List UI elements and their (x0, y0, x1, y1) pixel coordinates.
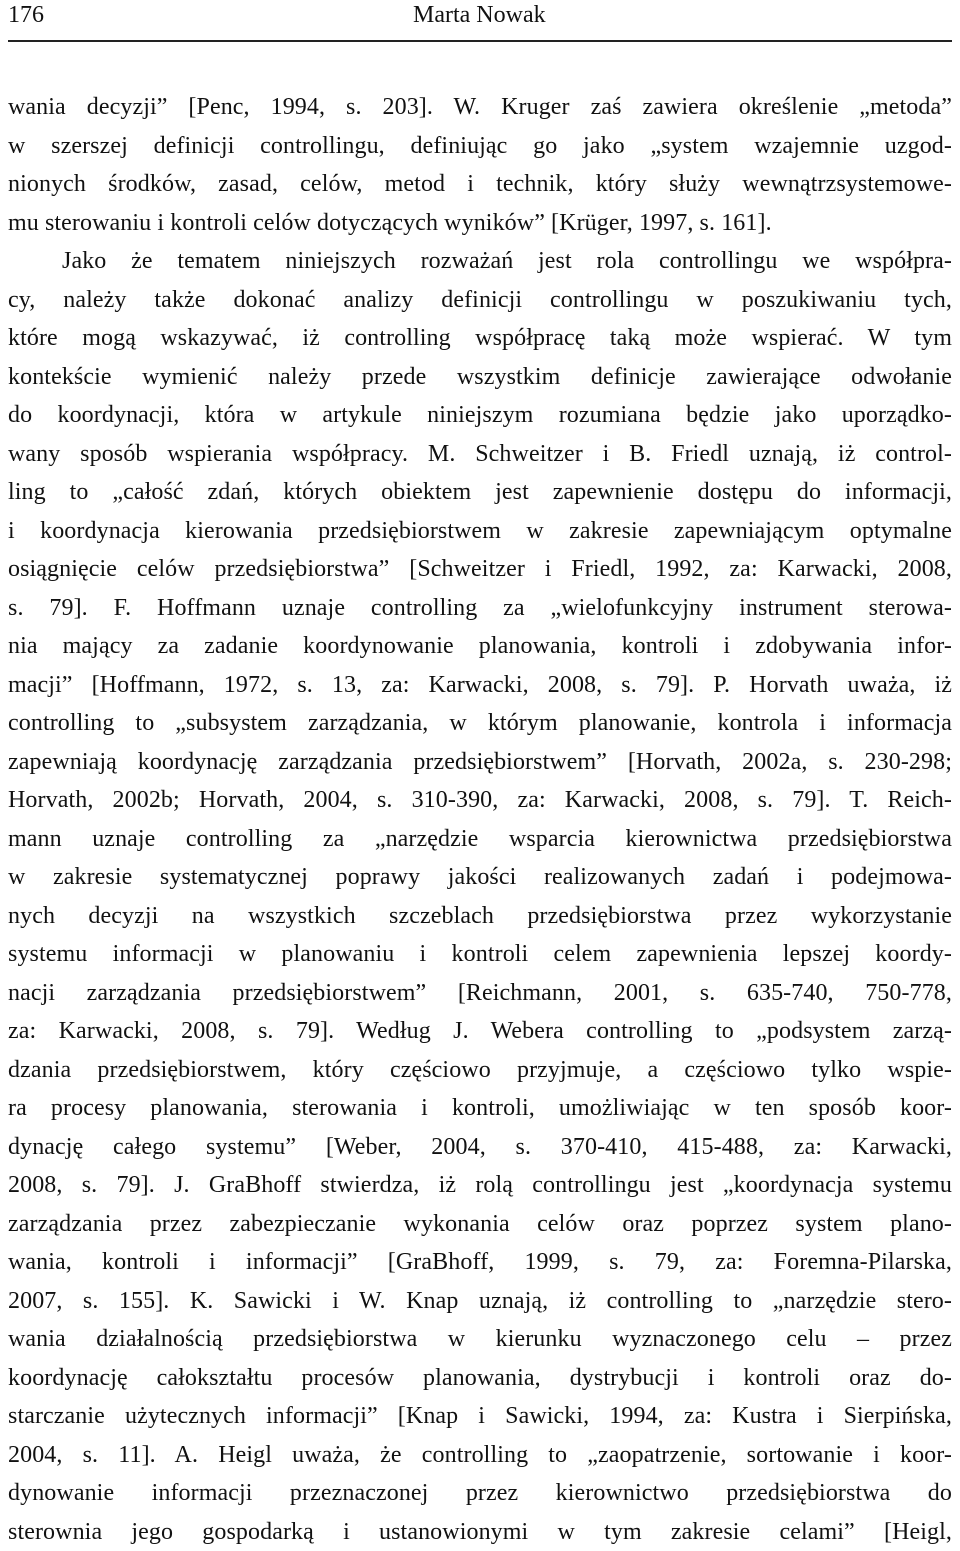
text-line: Jako że tematem niniejszych rozważań jest rola controllingu we współpra- (8, 242, 952, 281)
text-line: w zakresie systematycznej poprawy jakości realizowanych zadań i podejmowa- (8, 858, 952, 897)
text-line: Horvath, 2002b; Horvath, 2004, s. 310-390, za: Karwacki, 2008, s. 79]. T. Reich- (8, 781, 952, 820)
page-number: 176 (8, 0, 44, 30)
page-header (8, 0, 952, 30)
text-line: 2004, s. 11]. A. Heigl uważa, że controlling to „zaopatrzenie, sortowanie i koor- (8, 1436, 952, 1475)
text-line: koordynację całokształtu procesów planowania, dystrybucji i kontroli oraz do- (8, 1359, 952, 1398)
text-line: cy, należy także dokonać analizy definicji controllingu w poszukiwaniu tych, (8, 281, 952, 320)
text-line: sterownia jego gospodarką i ustanowionymi w tym zakresie celami” [Heigl, (8, 1513, 952, 1551)
text-line: nionych środków, zasad, celów, metod i technik, który służy wewnątrzsystemowe- (8, 165, 952, 204)
text-line: osiągnięcie celów przedsiębiorstwa” [Schweitzer i Friedl, 1992, za: Karwacki, 2008, (8, 550, 952, 589)
text-line: macji” [Hoffmann, 1972, s. 13, za: Karwacki, 2008, s. 79]. P. Horvath uważa, iż (8, 666, 952, 705)
text-line: ra procesy planowania, sterowania i kontroli, umożliwiając w ten sposób koor- (8, 1089, 952, 1128)
text-line: zapewniają koordynację zarządzania przedsiębiorstwem” [Horvath, 2002a, s. 230-298; (8, 743, 952, 782)
text-line: nacji zarządzania przedsiębiorstwem” [Reichmann, 2001, s. 635-740, 750-778, (8, 974, 952, 1013)
text-line: kontekście wymienić należy przede wszystkim definicje zawierające odwołanie (8, 358, 952, 397)
text-line: mu sterowaniu i kontroli celów dotyczących wyników” [Krüger, 1997, s. 161]. (8, 204, 952, 243)
text-line: za: Karwacki, 2008, s. 79]. Według J. Webera controlling to „podsystem zarzą- (8, 1012, 952, 1051)
text-line: w szerszej definicji controllingu, definiując go jako „system wzajemnie uzgod- (8, 127, 952, 166)
text-line: wania decyzji” [Penc, 1994, s. 203]. W. Kruger zaś zawiera określenie „metoda” (8, 88, 952, 127)
text-line: s. 79]. F. Hoffmann uznaje controlling za „wielofunkcyjny instrument sterowa- (8, 589, 952, 628)
text-line: starczanie użytecznych informacji” [Knap i Sawicki, 1994, za: Kustra i Sierpińska, (8, 1397, 952, 1436)
text-line: ling to „całość zdań, których obiektem jest zapewnienie dostępu do informacji, (8, 473, 952, 512)
text-line: dynowanie informacji przeznaczonej przez kierownictwo przedsiębiorstwa do (8, 1474, 952, 1513)
text-line: dzania przedsiębiorstwem, który częściowo przyjmuje, a częściowo tylko wspie- (8, 1051, 952, 1090)
text-line: nia mający za zadanie koordynowanie planowania, kontroli i zdobywania infor- (8, 627, 952, 666)
header-rule (8, 40, 952, 42)
text-line: dynację całego systemu” [Weber, 2004, s. 370-410, 415-488, za: Karwacki, (8, 1128, 952, 1167)
text-line: które mogą wskazywać, iż controlling współpracę taką może wspierać. W tym (8, 319, 952, 358)
running-head-author: Marta Nowak (413, 0, 546, 30)
text-line: controlling to „subsystem zarządzania, w którym planowanie, kontrola i informacja (8, 704, 952, 743)
text-line: wania, kontroli i informacji” [GraBhoff, 1999, s. 79, za: Foremna-Pilarska, (8, 1243, 952, 1282)
text-line: wania działalnością przedsiębiorstwa w kierunku wyznaczonego celu – przez (8, 1320, 952, 1359)
text-line: nych decyzji na wszystkich szczeblach przedsiębiorstwa przez wykorzystanie (8, 897, 952, 936)
text-line: do koordynacji, która w artykule niniejszym rozumiana będzie jako uporządko- (8, 396, 952, 435)
text-line: wany sposób wspierania współpracy. M. Schweitzer i B. Friedl uznają, iż control- (8, 435, 952, 474)
text-line: systemu informacji w planowaniu i kontroli celem zapewnienia lepszej koordy- (8, 935, 952, 974)
text-line: mann uznaje controlling za „narzędzie wsparcia kierownictwa przedsiębiorstwa (8, 820, 952, 859)
body-text (8, 88, 952, 1551)
text-line: 2007, s. 155]. K. Sawicki i W. Knap uznają, iż controlling to „narzędzie stero- (8, 1282, 952, 1321)
text-line: zarządzania przez zabezpieczanie wykonania celów oraz poprzez system plano- (8, 1205, 952, 1244)
text-line: i koordynacja kierowania przedsiębiorstwem w zakresie zapewniającym optymalne (8, 512, 952, 551)
text-line: 2008, s. 79]. J. GraBhoff stwierdza, iż rolą controllingu jest „koordynacja systemu (8, 1166, 952, 1205)
